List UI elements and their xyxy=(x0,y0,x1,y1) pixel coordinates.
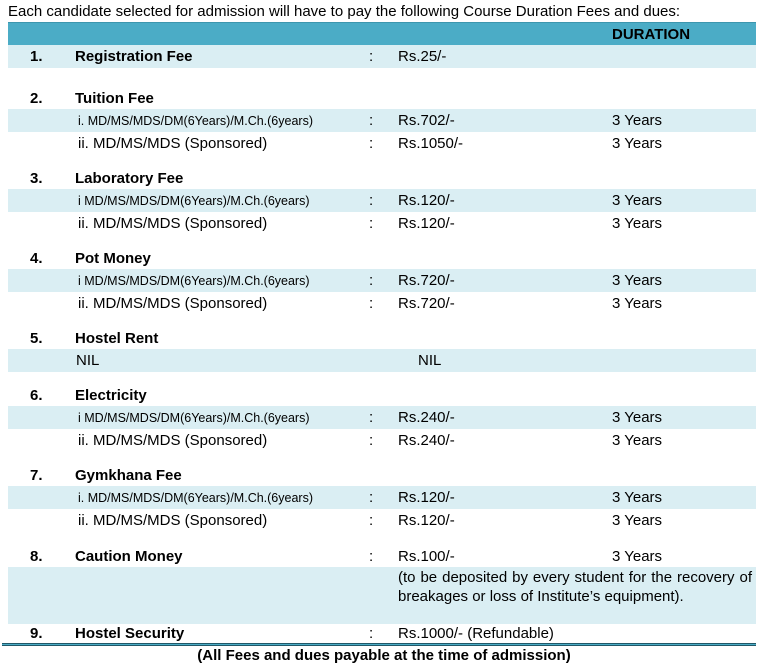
fee-amount: Rs.120/- xyxy=(398,512,455,529)
row-tuition-fee-item-i xyxy=(8,109,756,132)
row-electricity-item-ii xyxy=(8,429,756,452)
duration-column-header: DURATION xyxy=(612,25,691,43)
colon-separator: : xyxy=(369,48,374,65)
page-title: Each candidate selected for admission will have to pay the following Course Duration Fees and dues: xyxy=(8,3,681,20)
fee-amount: Rs.702/- xyxy=(398,112,455,129)
fee-subitem-label: i MD/MS/MDS/DM(6Years)/M.Ch.(6years) xyxy=(78,410,310,425)
fee-name: Pot Money xyxy=(75,250,151,267)
fee-subitem-label: i MD/MS/MDS/DM(6Years)/M.Ch.(6years) xyxy=(78,273,310,288)
colon-separator: : xyxy=(369,432,374,449)
fee-subitem-label: ii. MD/MS/MDS (Sponsored) xyxy=(78,215,268,232)
fee-subitem-label: i. MD/MS/MDS/DM(6Years)/M.Ch.(6years) xyxy=(78,490,313,505)
row-laboratory-fee-item-ii xyxy=(8,212,756,235)
row-number: 1. xyxy=(30,48,43,65)
fees-table xyxy=(8,22,756,664)
fee-duration: 3 Years xyxy=(612,272,663,289)
fee-duration: 3 Years xyxy=(612,192,663,209)
fee-name: Laboratory Fee xyxy=(75,170,184,187)
row-number: 3. xyxy=(30,170,43,187)
row-hostel-rent-nil xyxy=(8,349,756,372)
colon-separator: : xyxy=(369,192,374,209)
fee-name: Electricity xyxy=(75,387,147,404)
fee-name: Tuition Fee xyxy=(75,90,154,107)
fee-duration: 3 Years xyxy=(612,512,663,529)
fee-name: Registration Fee xyxy=(75,48,193,65)
fee-duration: 3 Years xyxy=(612,489,663,506)
row-number: 8. xyxy=(30,547,43,565)
fee-name: Hostel Rent xyxy=(75,330,159,347)
colon-separator: : xyxy=(369,135,374,152)
row-hostel-security xyxy=(8,624,756,643)
row-number: 4. xyxy=(30,250,43,267)
fee-amount: Rs.1050/- xyxy=(398,135,464,152)
fee-amount: Rs.25/- xyxy=(398,48,447,65)
spacer xyxy=(8,235,756,248)
colon-separator: : xyxy=(369,295,374,312)
fee-duration: 3 Years xyxy=(612,112,663,129)
spacer xyxy=(8,315,756,328)
row-tuition-fee-item-ii xyxy=(8,132,756,155)
fee-subitem-label: ii. MD/MS/MDS (Sponsored) xyxy=(78,512,268,529)
table-header-row xyxy=(8,22,756,45)
footer-note: (All Fees and dues payable at the time of admission) xyxy=(197,647,571,664)
fee-subitem-label: ii. MD/MS/MDS (Sponsored) xyxy=(78,432,268,449)
row-pot-money-item-i xyxy=(8,269,756,292)
fee-amount: Rs.720/- xyxy=(398,295,455,312)
spacer xyxy=(8,532,756,545)
fee-amount: Rs.240/- xyxy=(398,409,455,426)
colon-separator: : xyxy=(369,512,374,529)
row-registration-fee xyxy=(8,45,756,68)
row-electricity-item-i xyxy=(8,406,756,429)
row-number: 7. xyxy=(30,467,43,484)
row-number: 2. xyxy=(30,90,43,107)
row-pot-money-header xyxy=(8,248,756,269)
fee-name: Gymkhana Fee xyxy=(75,467,182,484)
fee-amount: Rs.100/- xyxy=(398,547,455,565)
fee-duration: 3 Years xyxy=(612,409,663,426)
fee-subitem-label: i MD/MS/MDS/DM(6Years)/M.Ch.(6years) xyxy=(78,193,310,208)
nil-value: NIL xyxy=(76,352,100,369)
note-text: (to be deposited by every student for the recovery of breakages or loss of Institute’s equipment). xyxy=(398,569,752,605)
row-hostel-rent-header xyxy=(8,328,756,349)
row-number: 6. xyxy=(30,387,43,404)
caution-money-note-block xyxy=(8,567,756,624)
fee-subitem-label: i. MD/MS/MDS/DM(6Years)/M.Ch.(6years) xyxy=(78,113,313,128)
row-tuition-fee-header xyxy=(8,88,756,109)
colon-separator: : xyxy=(369,409,374,426)
colon-separator: : xyxy=(369,215,374,232)
spacer xyxy=(8,372,756,385)
fee-subitem-label: ii. MD/MS/MDS (Sponsored) xyxy=(78,295,268,312)
colon-separator: : xyxy=(369,547,374,565)
row-laboratory-fee-header xyxy=(8,168,756,189)
colon-separator: : xyxy=(369,272,374,289)
fee-amount: Rs.720/- xyxy=(398,272,455,289)
row-number: 5. xyxy=(30,330,43,347)
row-caution-money xyxy=(8,545,756,567)
row-pot-money-item-ii xyxy=(8,292,756,315)
fee-duration: 3 Years xyxy=(612,295,663,312)
row-number: 9. xyxy=(30,625,43,642)
fee-duration: 3 Years xyxy=(612,135,663,152)
row-gymkhana-fee-header xyxy=(8,465,756,486)
fee-name: Hostel Security xyxy=(75,625,185,642)
fee-amount: Rs.120/- xyxy=(398,192,455,209)
nil-value: NIL xyxy=(418,352,442,369)
fee-amount: Rs.120/- xyxy=(398,215,455,232)
fee-duration: 3 Years xyxy=(612,432,663,449)
row-gymkhana-fee-item-i xyxy=(8,486,756,509)
row-laboratory-fee-item-i xyxy=(8,189,756,212)
fee-duration: 3 Years xyxy=(612,547,663,565)
row-electricity-header xyxy=(8,385,756,406)
colon-separator: : xyxy=(369,489,374,506)
spacer xyxy=(8,452,756,465)
spacer xyxy=(8,68,756,88)
colon-separator: : xyxy=(369,112,374,129)
fee-name: Caution Money xyxy=(75,547,183,565)
fee-duration: 3 Years xyxy=(612,215,663,232)
colon-separator: : xyxy=(369,625,374,642)
row-gymkhana-fee-item-ii xyxy=(8,509,756,532)
fee-amount: Rs.1000/- (Refundable) xyxy=(398,625,554,642)
fee-amount: Rs.240/- xyxy=(398,432,455,449)
spacer xyxy=(8,155,756,168)
fee-subitem-label: ii. MD/MS/MDS (Sponsored) xyxy=(78,135,268,152)
fee-amount: Rs.120/- xyxy=(398,489,455,506)
